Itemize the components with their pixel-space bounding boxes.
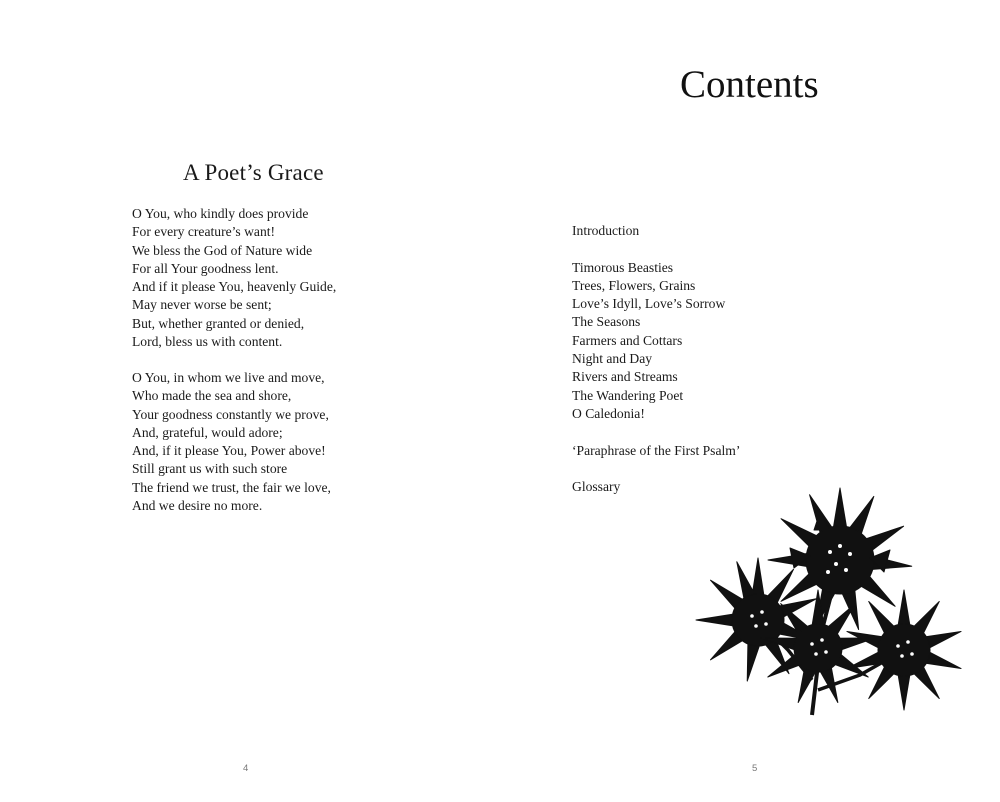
poem-line: For all Your goodness lent. — [132, 260, 279, 276]
page-number-right: 5 — [752, 763, 758, 774]
poem-line: The friend we trust, the fair we love, — [132, 479, 331, 495]
poem-stanza-2 — [132, 369, 331, 515]
poem-line: Who made the sea and shore, — [132, 388, 292, 404]
poem-line: Your goodness constantly we prove, — [132, 406, 329, 422]
poem-stanza-1 — [132, 205, 336, 351]
poem-line: And, grateful, would adore; — [132, 424, 283, 440]
contents-heading: Contents — [680, 63, 819, 106]
poem-line: For every creature’s want! — [132, 224, 276, 240]
toc-entry-introduction[interactable]: Introduction — [572, 223, 640, 238]
poem-title: A Poet’s Grace — [183, 160, 324, 185]
toc-entry-night-and-day[interactable]: Night and Day — [572, 351, 653, 367]
toc-entry-glossary[interactable]: Glossary — [572, 479, 621, 495]
toc-entry-o-caledonia[interactable]: O Caledonia! — [572, 405, 645, 421]
poem-line: And, if it please You, Power above! — [132, 443, 326, 459]
toc-entry-wandering-poet[interactable]: The Wandering Poet — [572, 387, 684, 403]
toc-entry-rivers-and-streams[interactable]: Rivers and Streams — [572, 369, 678, 385]
toc-entry-paraphrase-first-psalm[interactable]: ‘Paraphrase of the First Psalm’ — [572, 442, 741, 458]
toc-entry-the-seasons[interactable]: The Seasons — [572, 314, 641, 330]
poem-line: Still grant us with such store — [132, 461, 288, 477]
thistle-illustration — [690, 480, 970, 730]
toc-entry-farmers-and-cottars[interactable]: Farmers and Cottars — [572, 332, 683, 348]
toc-entry-timorous-beasties[interactable]: Timorous Beasties — [572, 259, 674, 275]
poem-line: O You, who kindly does provide — [132, 206, 309, 221]
poem-line: And if it please You, heavenly Guide, — [132, 279, 337, 295]
poem-line: We bless the God of Nature wide — [132, 242, 313, 258]
toc-entry-loves-idyll[interactable]: Love’s Idyll, Love’s Sorrow — [572, 296, 726, 312]
poem-line: Lord, bless us with content. — [132, 334, 283, 350]
poem-line: But, whether granted or denied, — [132, 315, 305, 331]
page-number-left: 4 — [243, 763, 249, 774]
toc-entry-trees-flowers-grains[interactable]: Trees, Flowers, Grains — [572, 277, 696, 293]
poem-line: May never worse be sent; — [132, 297, 272, 313]
poem-line: O You, in whom we live and move, — [132, 370, 325, 385]
table-of-contents — [572, 222, 740, 496]
poem-line: And we desire no more. — [132, 498, 263, 514]
